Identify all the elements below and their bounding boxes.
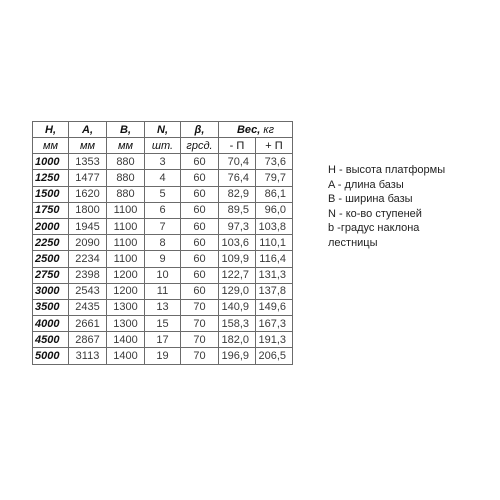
cell-angle: 60	[181, 154, 219, 170]
header-beta: β,	[181, 122, 219, 138]
cell-length: 1477	[69, 170, 107, 186]
cell-height: 4000	[33, 316, 69, 332]
cell-weight-plus-p: 149,6	[256, 299, 293, 315]
unit-a: мм	[69, 138, 107, 154]
legend-item-n: N - ко-во ступеней	[328, 207, 422, 220]
cell-weight-plus-p: 131,3	[256, 267, 293, 283]
cell-steps: 11	[145, 283, 181, 299]
cell-length: 2661	[69, 316, 107, 332]
header-weight-unit: кг	[263, 123, 275, 136]
cell-angle: 60	[181, 218, 219, 234]
cell-width: 1400	[107, 332, 145, 348]
cell-weight-minus-p: 103,6	[219, 235, 256, 251]
cell-weight-plus-p: 206,5	[256, 348, 293, 364]
cell-weight-minus-p: 76,4	[219, 170, 256, 186]
header-row-units	[33, 138, 293, 154]
unit-b: мм	[107, 138, 145, 154]
table-row	[33, 299, 293, 315]
cell-length: 2435	[69, 299, 107, 315]
cell-height: 1750	[33, 202, 69, 218]
table-row	[33, 251, 293, 267]
cell-length: 1800	[69, 202, 107, 218]
cell-weight-minus-p: 158,3	[219, 316, 256, 332]
cell-angle: 60	[181, 202, 219, 218]
cell-height: 1250	[33, 170, 69, 186]
cell-length: 1353	[69, 154, 107, 170]
cell-width: 1100	[107, 218, 145, 234]
cell-steps: 13	[145, 299, 181, 315]
cell-width: 1300	[107, 316, 145, 332]
cell-steps: 6	[145, 202, 181, 218]
cell-width: 1100	[107, 235, 145, 251]
cell-weight-plus-p: 167,3	[256, 316, 293, 332]
cell-width: 1100	[107, 202, 145, 218]
cell-weight-minus-p: 70,4	[219, 154, 256, 170]
legend-item-beta-cont: лестницы	[328, 236, 378, 249]
cell-weight-plus-p: 86,1	[256, 186, 293, 202]
cell-weight-minus-p: 122,7	[219, 267, 256, 283]
cell-steps: 3	[145, 154, 181, 170]
cell-weight-minus-p: 140,9	[219, 299, 256, 315]
table-row	[33, 267, 293, 283]
cell-length: 2398	[69, 267, 107, 283]
cell-width: 1100	[107, 251, 145, 267]
cell-weight-plus-p: 103,8	[256, 218, 293, 234]
cell-steps: 9	[145, 251, 181, 267]
cell-length: 2867	[69, 332, 107, 348]
header-b: B,	[107, 122, 145, 138]
table-row	[33, 202, 293, 218]
cell-angle: 70	[181, 348, 219, 364]
cell-height: 2750	[33, 267, 69, 283]
cell-length: 2234	[69, 251, 107, 267]
specifications-table	[32, 121, 293, 365]
cell-length: 3113	[69, 348, 107, 364]
cell-weight-plus-p: 96,0	[256, 202, 293, 218]
cell-height: 3000	[33, 283, 69, 299]
cell-weight-minus-p: 89,5	[219, 202, 256, 218]
cell-weight-plus-p: 110,1	[256, 235, 293, 251]
cell-weight-minus-p: 196,9	[219, 348, 256, 364]
cell-height: 2500	[33, 251, 69, 267]
cell-length: 1945	[69, 218, 107, 234]
cell-weight-plus-p: 79,7	[256, 170, 293, 186]
cell-steps: 7	[145, 218, 181, 234]
cell-steps: 10	[145, 267, 181, 283]
header-plus-p: + П	[256, 138, 293, 154]
cell-steps: 19	[145, 348, 181, 364]
cell-weight-minus-p: 182,0	[219, 332, 256, 348]
cell-weight-minus-p: 82,9	[219, 186, 256, 202]
unit-h: мм	[33, 138, 69, 154]
cell-angle: 60	[181, 235, 219, 251]
cell-height: 2250	[33, 235, 69, 251]
cell-width: 880	[107, 154, 145, 170]
table-row	[33, 170, 293, 186]
cell-angle: 60	[181, 186, 219, 202]
cell-length: 2090	[69, 235, 107, 251]
table-row	[33, 348, 293, 364]
cell-width: 1400	[107, 348, 145, 364]
cell-angle: 60	[181, 283, 219, 299]
cell-height: 1000	[33, 154, 69, 170]
cell-weight-minus-p: 109,9	[219, 251, 256, 267]
cell-weight-minus-p: 97,3	[219, 218, 256, 234]
cell-angle: 60	[181, 170, 219, 186]
cell-angle: 70	[181, 299, 219, 315]
cell-steps: 15	[145, 316, 181, 332]
cell-weight-plus-p: 137,8	[256, 283, 293, 299]
unit-beta: грсд.	[181, 138, 219, 154]
table-row	[33, 283, 293, 299]
table-row	[33, 235, 293, 251]
cell-length: 1620	[69, 186, 107, 202]
cell-steps: 17	[145, 332, 181, 348]
cell-angle: 60	[181, 267, 219, 283]
legend-item-beta: b -градус наклона	[328, 222, 420, 234]
cell-steps: 5	[145, 186, 181, 202]
header-a: A,	[69, 122, 107, 138]
cell-weight-plus-p: 191,3	[256, 332, 293, 348]
cell-steps: 4	[145, 170, 181, 186]
table-row	[33, 186, 293, 202]
cell-weight-minus-p: 129,0	[219, 283, 256, 299]
cell-angle: 60	[181, 251, 219, 267]
table-row	[33, 218, 293, 234]
header-weight	[219, 122, 293, 138]
header-weight-label: Вес,	[236, 123, 261, 136]
cell-weight-plus-p: 73,6	[256, 154, 293, 170]
cell-steps: 8	[145, 235, 181, 251]
header-minus-p: - П	[219, 138, 256, 154]
cell-height: 1500	[33, 186, 69, 202]
cell-height: 4500	[33, 332, 69, 348]
legend-item-a: A - длина базы	[328, 178, 404, 191]
legend-item-b: B - ширина базы	[328, 193, 413, 205]
cell-width: 1200	[107, 283, 145, 299]
cell-angle: 70	[181, 316, 219, 332]
header-h: H,	[33, 122, 69, 138]
cell-weight-plus-p: 116,4	[256, 251, 293, 267]
table-body	[33, 154, 293, 364]
cell-height: 5000	[33, 348, 69, 364]
unit-n: шт.	[145, 138, 181, 154]
header-row-symbols	[33, 122, 293, 138]
legend-item-h: H - высота платформы	[328, 164, 446, 176]
cell-width: 880	[107, 186, 145, 202]
cell-width: 1300	[107, 299, 145, 315]
cell-height: 2000	[33, 218, 69, 234]
table-row	[33, 154, 293, 170]
table-row	[33, 316, 293, 332]
header-n: N,	[145, 122, 181, 138]
cell-width: 1200	[107, 267, 145, 283]
table-row	[33, 332, 293, 348]
cell-length: 2543	[69, 283, 107, 299]
cell-width: 880	[107, 170, 145, 186]
cell-height: 3500	[33, 299, 69, 315]
cell-angle: 70	[181, 332, 219, 348]
legend	[328, 163, 498, 250]
